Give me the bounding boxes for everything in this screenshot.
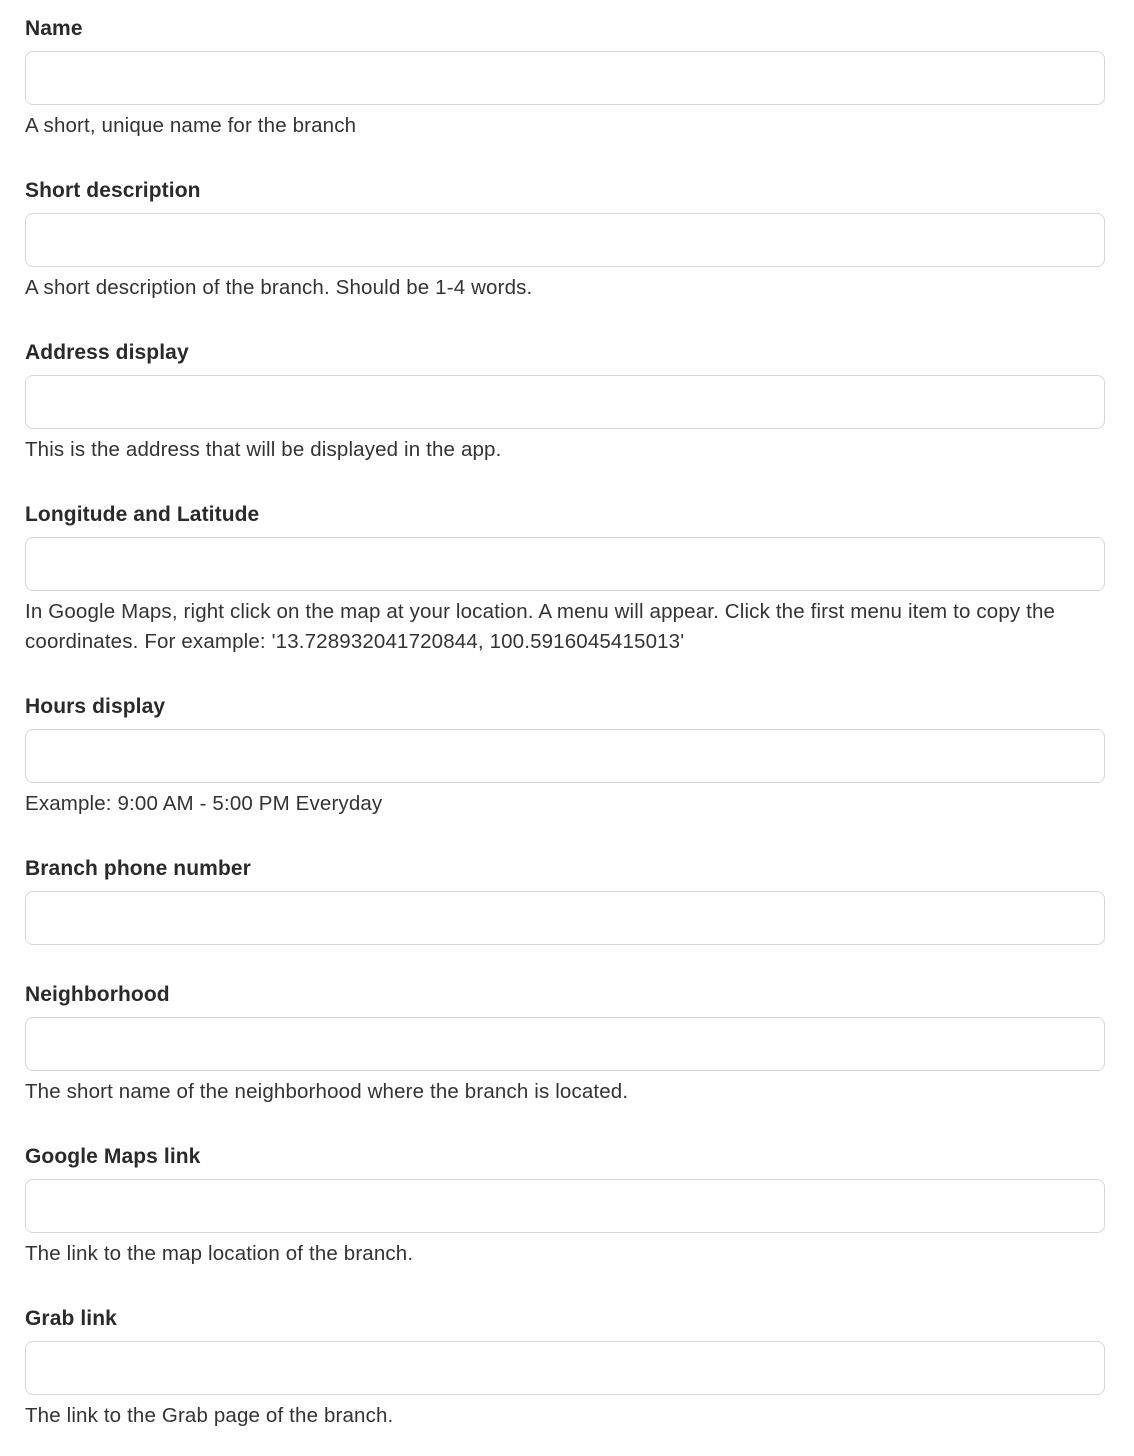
- field-grab-link: [25, 1304, 1105, 1431]
- address-display-label: Address display: [25, 341, 189, 364]
- google-maps-link-label: Google Maps link: [25, 1145, 201, 1168]
- neighborhood-help-text: The short name of the neighborhood where the branch is located.: [25, 1080, 629, 1103]
- address-display-help-text: This is the address that will be displayed in the app.: [25, 438, 502, 461]
- google-maps-link-input[interactable]: [25, 1179, 1105, 1233]
- field-longitude-latitude: [25, 500, 1105, 657]
- grab-link-label: Grab link: [25, 1307, 117, 1330]
- field-name: [25, 14, 1105, 141]
- name-label: Name: [25, 17, 83, 40]
- short-description-help-text: A short description of the branch. Should be 1-4 words.: [25, 276, 533, 299]
- grab-link-help-text: The link to the Grab page of the branch.: [25, 1404, 394, 1427]
- field-branch-phone: [25, 854, 1105, 945]
- neighborhood-label: Neighborhood: [25, 983, 170, 1006]
- longitude-latitude-help-text: In Google Maps, right click on the map at your location. A menu will appear. Click the first menu item to copy the coordinates. For example: '13.728932041720844, 100.5916045415013': [25, 600, 1056, 653]
- short-description-input[interactable]: [25, 213, 1105, 267]
- short-description-label: Short description: [25, 179, 201, 202]
- name-help-text: A short, unique name for the branch: [25, 114, 357, 137]
- name-input[interactable]: [25, 51, 1105, 105]
- grab-link-input[interactable]: [25, 1341, 1105, 1395]
- field-hours-display: [25, 692, 1105, 819]
- field-google-maps-link: [25, 1142, 1105, 1269]
- neighborhood-input[interactable]: [25, 1017, 1105, 1071]
- longitude-latitude-input[interactable]: [25, 537, 1105, 591]
- field-neighborhood: [25, 980, 1105, 1107]
- hours-display-label: Hours display: [25, 695, 166, 718]
- field-address-display: [25, 338, 1105, 465]
- hours-display-input[interactable]: [25, 729, 1105, 783]
- hours-display-help-text: Example: 9:00 AM - 5:00 PM Everyday: [25, 792, 383, 815]
- field-short-description: [25, 176, 1105, 303]
- google-maps-link-help-text: The link to the map location of the branch.: [25, 1242, 414, 1265]
- longitude-latitude-label: Longitude and Latitude: [25, 503, 260, 526]
- branch-phone-label: Branch phone number: [25, 857, 251, 880]
- branch-phone-input[interactable]: [25, 891, 1105, 945]
- address-display-input[interactable]: [25, 375, 1105, 429]
